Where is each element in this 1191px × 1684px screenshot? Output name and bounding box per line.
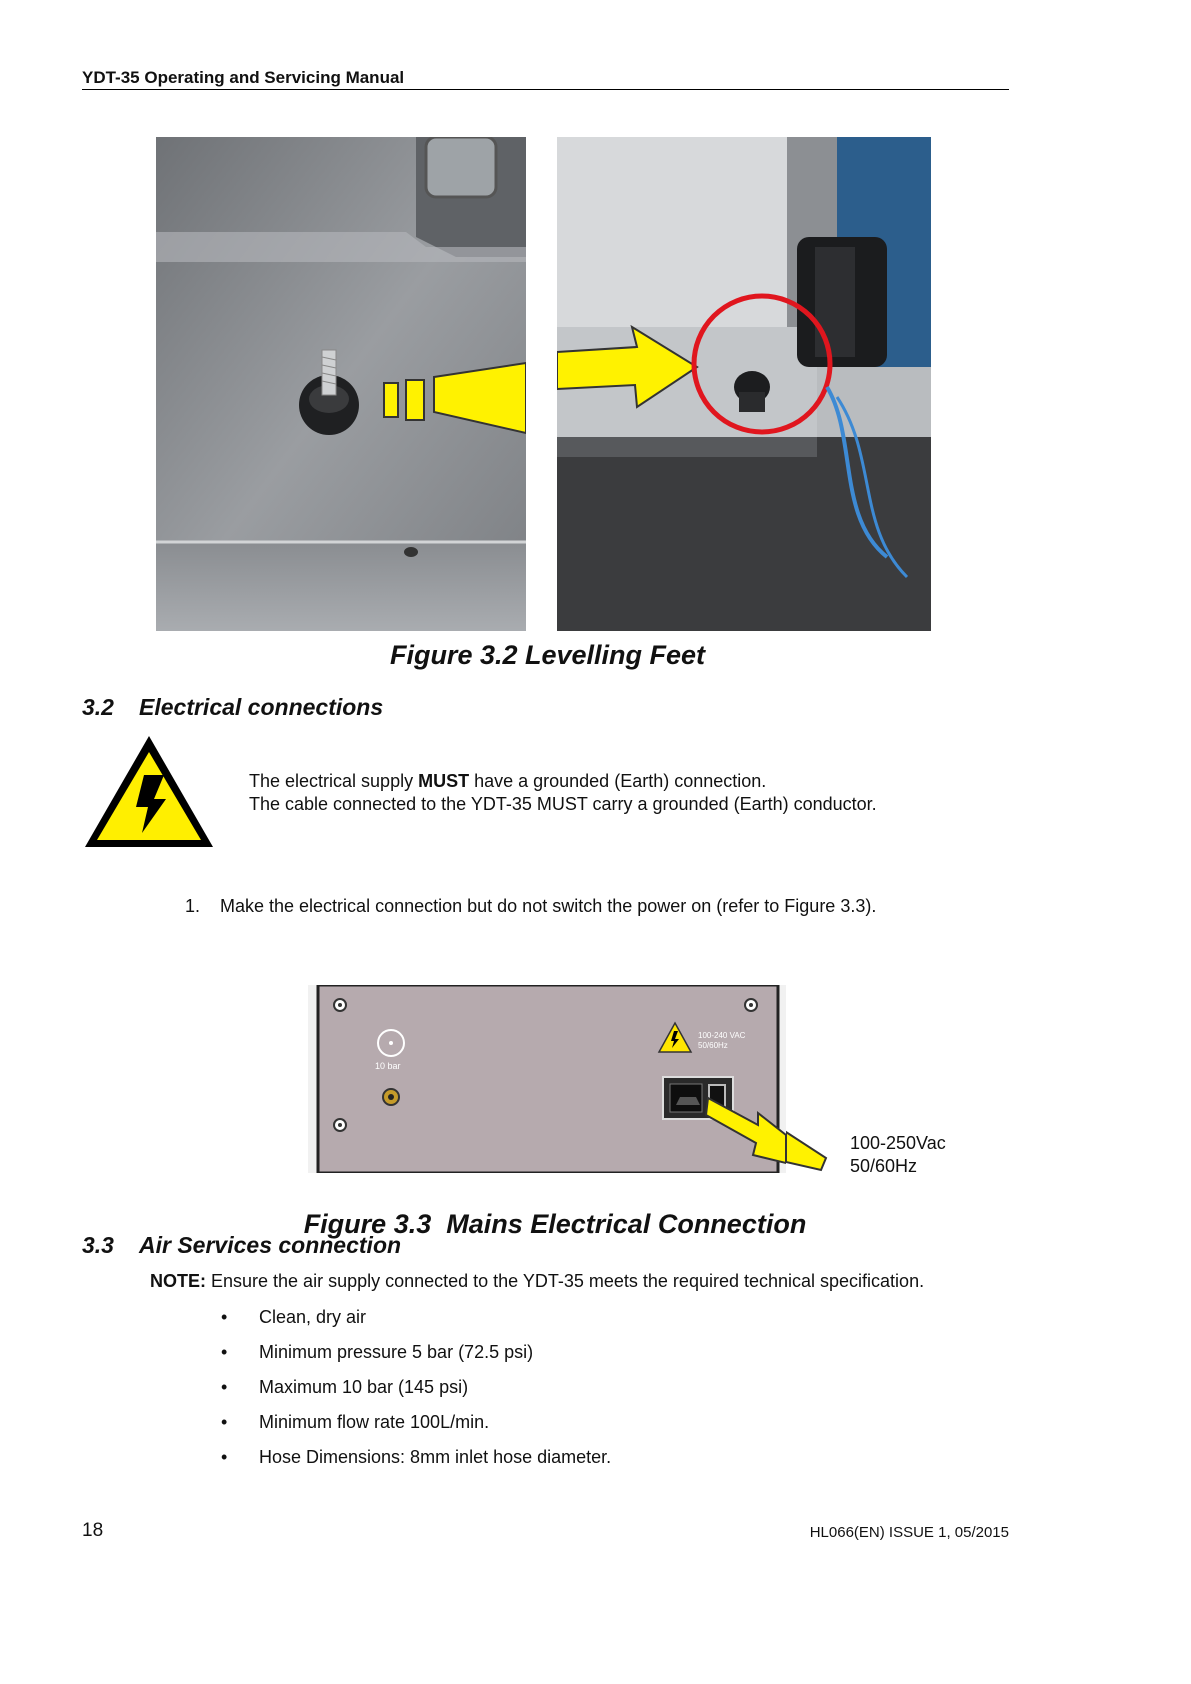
voltage-callout-line-2: 50/60Hz <box>850 1156 918 1176</box>
voltage-callout-line-1: 100-250Vac <box>850 1133 946 1153</box>
manual-title: YDT-35 Operating and Servicing Manual <box>82 68 405 87</box>
callout-arrow-tail <box>786 1118 842 1178</box>
warning-line-2: The cable connected to the YDT-35 MUST carry a grounded (Earth) conductor. <box>249 794 877 814</box>
figure-3-3-caption-text: Figure 3.3 Mains Electrical Connection <box>303 1209 807 1239</box>
section-3-3-heading <box>82 1232 402 1259</box>
air-spec-list <box>221 1306 611 1481</box>
warning-line-1: The electrical supply MUST have a grounded (Earth) connection. <box>249 771 767 791</box>
section-3-3-title: Air Services connection <box>139 1232 402 1258</box>
step-number: 1. <box>185 896 201 916</box>
panel-voltage-label: 100-240 VAC <box>698 1031 746 1040</box>
bullet-icon: • <box>221 1412 228 1432</box>
section-3-2-number: 3.2 <box>82 694 114 720</box>
air-pressure-label: 10 bar <box>375 1061 401 1071</box>
list-item: • Minimum pressure 5 bar (72.5 psi) <box>221 1342 534 1362</box>
bullet-icon: • <box>221 1342 228 1362</box>
must-emphasis: MUST <box>418 771 470 791</box>
figure-3-2-caption <box>0 640 1095 674</box>
section-3-2-heading <box>82 694 384 721</box>
bullet-icon: • <box>221 1307 228 1327</box>
note-text: Ensure the air supply connected to the YDT-35 meets the required technical specification. <box>206 1271 925 1291</box>
section-3-2-title: Electrical connections <box>139 694 384 720</box>
electrical-warning-text <box>249 770 877 816</box>
air-supply-note <box>150 1270 924 1293</box>
list-item: • Maximum 10 bar (145 psi) <box>221 1377 469 1397</box>
section-3-3-number: 3.3 <box>82 1232 114 1258</box>
bullet-icon: • <box>221 1447 228 1467</box>
figure-3-3-caption <box>0 1178 1095 1239</box>
page-header <box>82 67 1009 90</box>
levelling-foot-installed-photo <box>557 137 931 631</box>
page-number: 18 <box>82 1520 104 1541</box>
figure-3-2-caption-text: Figure 3.2 Levelling Feet <box>389 640 706 670</box>
installed-foot-illustration <box>557 137 931 631</box>
step-1 <box>185 895 877 918</box>
mains-connection-panel-photo <box>308 985 786 1173</box>
levelling-foot-illustration <box>156 137 526 631</box>
note-label: NOTE: <box>150 1271 206 1291</box>
issue-reference: HL066(EN) ISSUE 1, 05/2015 <box>809 1524 1009 1541</box>
panel-frequency-label: 50/60Hz <box>698 1041 728 1050</box>
voltage-callout <box>850 1132 946 1178</box>
list-item: • Hose Dimensions: 8mm inlet hose diameter. <box>221 1447 612 1467</box>
levelling-foot-photo <box>156 137 526 631</box>
list-item: • Minimum flow rate 100L/min. <box>221 1412 490 1432</box>
list-item: • Clean, dry air <box>221 1307 367 1327</box>
electrical-hazard-icon <box>82 733 216 851</box>
bullet-icon: • <box>221 1377 228 1397</box>
step-text: Make the electrical connection but do not switch the power on (refer to Figure 3.3). <box>220 896 877 916</box>
